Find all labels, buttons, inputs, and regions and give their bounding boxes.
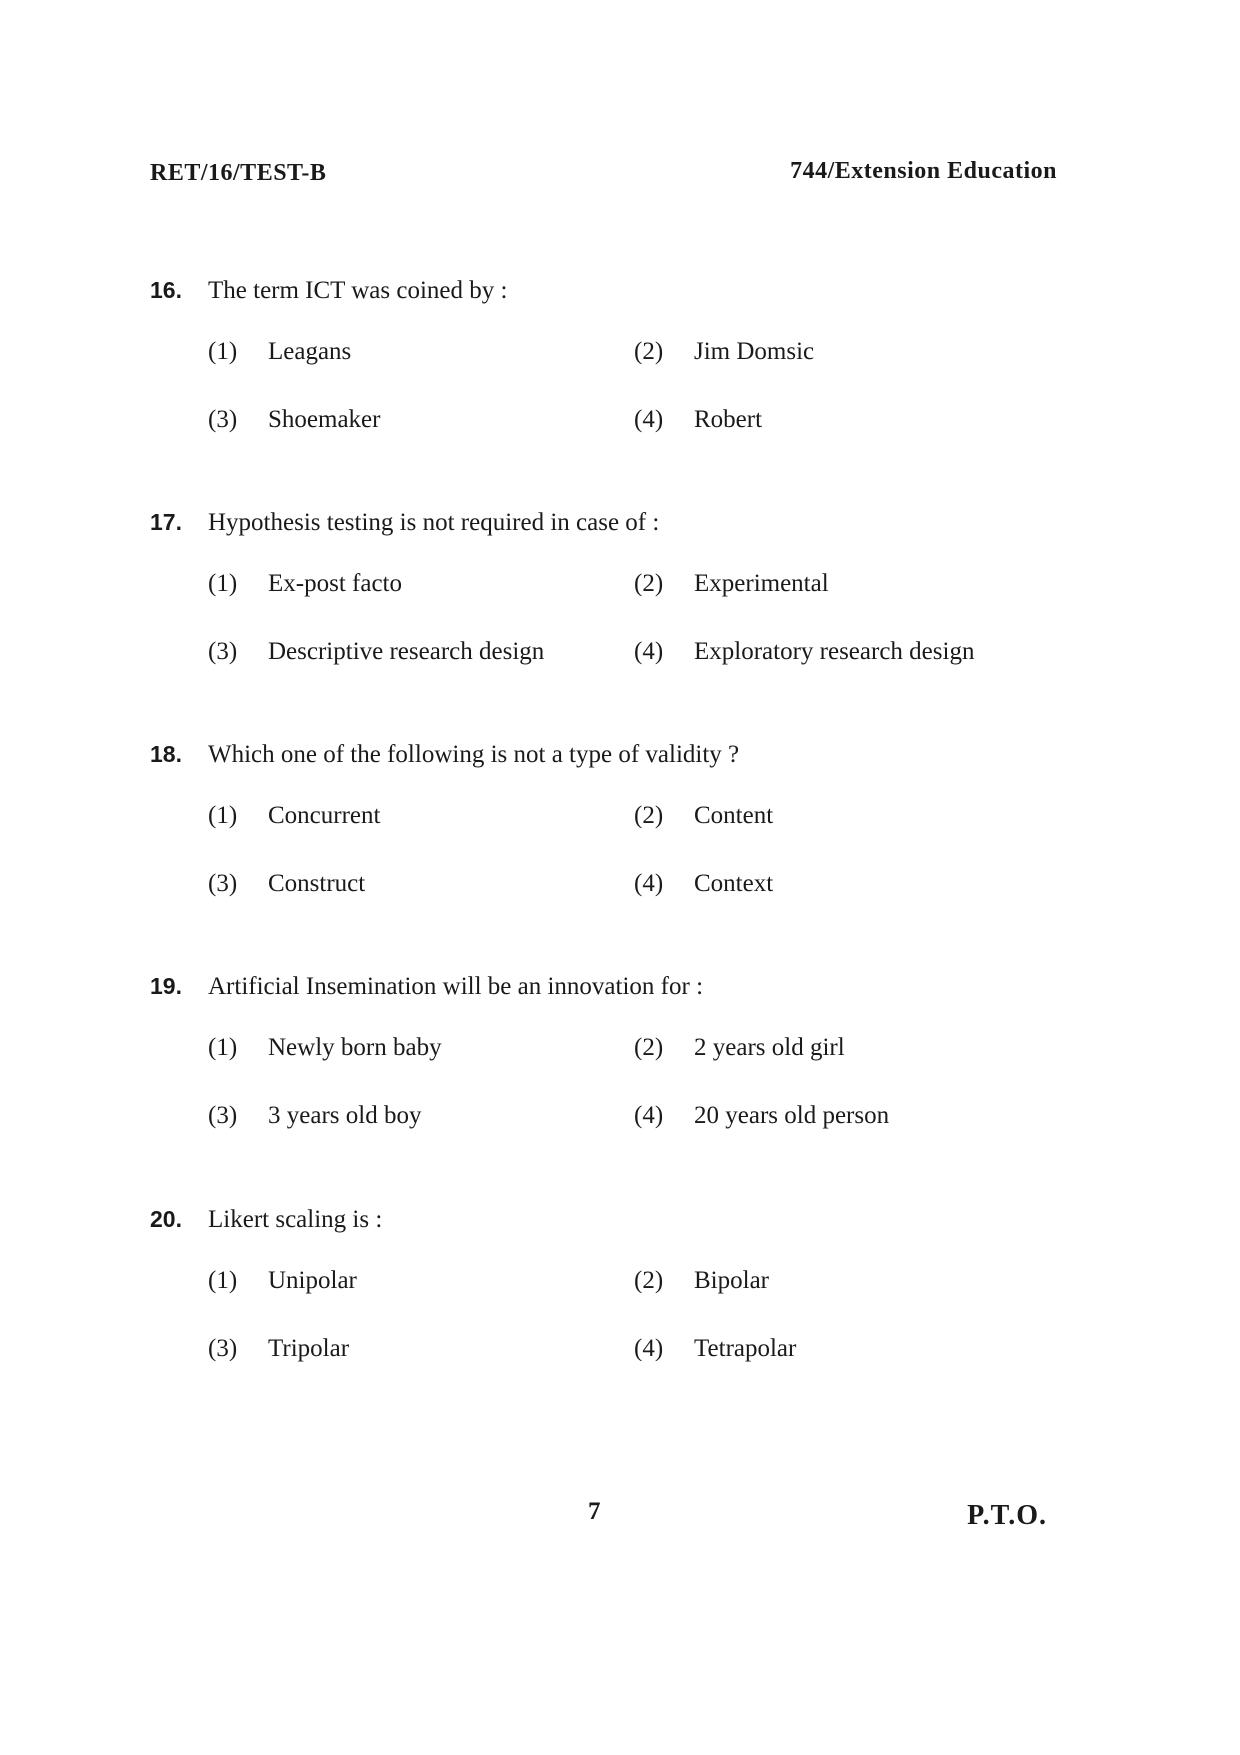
options-row	[150, 1032, 1080, 1064]
option-3[interactable]	[208, 636, 544, 668]
option-number: (2)	[634, 570, 664, 597]
option-text: Unipolar	[268, 1267, 357, 1294]
option-number: (1)	[208, 338, 238, 365]
option-number: (3)	[208, 638, 238, 665]
option-text: Concurrent	[268, 802, 381, 829]
option-number: (4)	[634, 870, 664, 897]
question-16	[150, 274, 1080, 436]
options-row	[150, 568, 1080, 600]
option-text: Experimental	[694, 570, 829, 597]
option-2[interactable]	[634, 1032, 845, 1064]
option-number: (4)	[634, 638, 664, 665]
option-1[interactable]	[208, 336, 351, 368]
options-row	[150, 1265, 1080, 1297]
question-17	[150, 506, 1080, 668]
options-row	[150, 800, 1080, 832]
option-3[interactable]	[208, 1100, 421, 1132]
options-row	[150, 336, 1080, 368]
option-2[interactable]	[634, 800, 773, 832]
question-18	[150, 738, 1080, 900]
option-number: (2)	[634, 1034, 664, 1061]
question-text: Likert scaling is :	[208, 1206, 383, 1233]
question-text: The term ICT was coined by :	[208, 277, 508, 304]
option-number: (2)	[634, 338, 664, 365]
option-2[interactable]	[634, 336, 814, 368]
option-text: Descriptive research design	[268, 638, 545, 665]
option-number: (3)	[208, 1102, 238, 1129]
question-text: Hypothesis testing is not required in case of :	[208, 509, 660, 536]
question-number: 17.	[150, 509, 182, 535]
question-text: Artificial Insemination will be an innovation for :	[208, 973, 704, 1000]
subject-title: 744/Extension Education	[790, 158, 1057, 184]
option-number: (4)	[634, 1102, 664, 1129]
option-3[interactable]	[208, 868, 365, 900]
option-number: (3)	[208, 1335, 238, 1362]
option-1[interactable]	[208, 568, 402, 600]
question-stem	[150, 1203, 1080, 1235]
option-text: Ex-post facto	[268, 570, 402, 597]
option-1[interactable]	[208, 800, 380, 832]
option-text: Construct	[268, 870, 366, 897]
page-number: 7	[588, 1498, 601, 1525]
option-2[interactable]	[634, 1265, 769, 1297]
question-number: 20.	[150, 1206, 182, 1232]
option-text: Tetrapolar	[694, 1335, 797, 1362]
option-text: Tripolar	[268, 1335, 350, 1362]
option-text: 20 years old person	[694, 1102, 890, 1129]
question-20	[150, 1203, 1080, 1365]
option-text: 3 years old boy	[268, 1102, 422, 1129]
options-row	[150, 1333, 1080, 1365]
option-4[interactable]	[634, 1100, 889, 1132]
option-3[interactable]	[208, 1333, 349, 1365]
option-text: Bipolar	[694, 1267, 769, 1294]
option-3[interactable]	[208, 404, 380, 436]
option-2[interactable]	[634, 568, 829, 600]
option-4[interactable]	[634, 868, 773, 900]
option-number: (1)	[208, 802, 238, 829]
question-number: 19.	[150, 973, 182, 999]
option-4[interactable]	[634, 1333, 796, 1365]
option-1[interactable]	[208, 1265, 357, 1297]
option-4[interactable]	[634, 404, 762, 436]
exam-code: RET/16/TEST-B	[150, 160, 327, 186]
question-number: 18.	[150, 741, 182, 767]
option-text: Content	[694, 802, 774, 829]
option-text: Context	[694, 870, 774, 897]
question-stem	[150, 970, 1080, 1002]
option-text: 2 years old girl	[694, 1034, 845, 1061]
options-row	[150, 1100, 1080, 1132]
options-row	[150, 636, 1080, 668]
option-number: (4)	[634, 1335, 664, 1362]
option-number: (1)	[208, 570, 238, 597]
option-number: (3)	[208, 406, 238, 433]
option-text: Exploratory research design	[694, 638, 975, 665]
options-row	[150, 404, 1080, 436]
option-1[interactable]	[208, 1032, 442, 1064]
option-text: Shoemaker	[268, 406, 381, 433]
option-number: (1)	[208, 1267, 238, 1294]
option-text: Newly born baby	[268, 1034, 442, 1061]
question-19	[150, 970, 1080, 1132]
option-number: (2)	[634, 1267, 664, 1294]
question-text: Which one of the following is not a type of validity ?	[208, 741, 740, 768]
option-text: Robert	[694, 406, 763, 433]
option-number: (4)	[634, 406, 664, 433]
options-row	[150, 868, 1080, 900]
pto-label: P.T.O.	[967, 1500, 1047, 1531]
question-number: 16.	[150, 277, 182, 303]
question-stem	[150, 506, 1080, 538]
option-text: Jim Domsic	[694, 338, 815, 365]
option-4[interactable]	[634, 636, 974, 668]
option-number: (1)	[208, 1034, 238, 1061]
question-stem	[150, 738, 1080, 770]
option-number: (2)	[634, 802, 664, 829]
option-text: Leagans	[268, 338, 352, 365]
option-number: (3)	[208, 870, 238, 897]
question-stem	[150, 274, 1080, 306]
